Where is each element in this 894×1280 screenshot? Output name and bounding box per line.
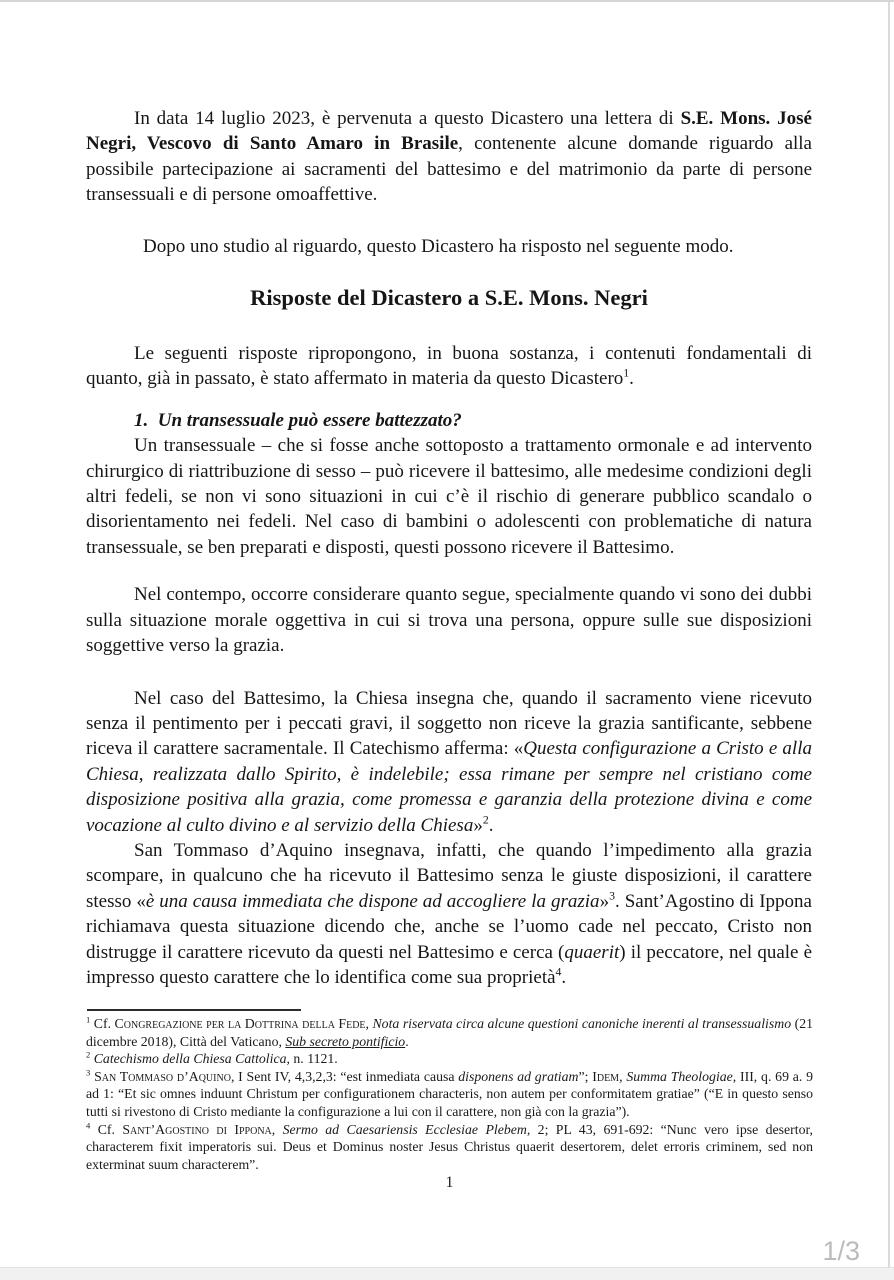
text-segment: San Tommaso d’Aquino insegnava, infatti, che quando l’impedimento alla grazia scompare, in qualcuno che ha ricevuto il Battesimo senza le giuste disposizioni, il carattere stesso « <box>86 839 812 912</box>
text-segment: Le seguenti risposte ripropongono, in buona sostanza, i contenuti fondamentali di quanto, già in passato, è stato affermato in materia da questo Dicastero <box>86 343 812 390</box>
text-segment: . Sant’Agostino di Ippona richiamava questa situazione dicendo che, anche se l’uomo cade nel peccato, Cristo non distrugge il carattere ricevuto da questi nel Battesimo e cerca ( <box>86 890 812 963</box>
text-segment: , n. 1121. <box>286 1051 338 1067</box>
footnote-marker: 1 <box>86 1014 91 1025</box>
footnote <box>86 1068 813 1121</box>
viewer-page-indicator: 1/3 <box>822 1236 860 1266</box>
page-right-edge <box>888 2 890 1267</box>
text-segment: . <box>488 814 494 836</box>
text-segment: Questa configurazione a Cristo e alla Chiesa, realizzata dallo Spirito, è indelebile; essa rimane per sempre nel cristiano come disposizione positiva alla grazia, come promessa e garanzia della protezione divina e come vocazione al culto divino e al servizio della Chiesa <box>86 738 812 836</box>
text-segment: . <box>405 1033 409 1049</box>
viewer-bottom-bar <box>0 1267 894 1280</box>
text-segment: Idem <box>592 1068 620 1084</box>
text-segment: , contenente alcune domande riguardo alla possibile partecipazione ai sacramenti del battesimo e del matrimonio da parte di persone transessuali e di persone omoaffettive. <box>86 133 812 206</box>
paragraph <box>86 106 812 208</box>
text-segment: 1 <box>623 367 630 381</box>
text-segment: ) il peccatore, nel quale è impresso questo carattere che lo identifica come sua proprietà <box>86 941 812 988</box>
text-segment: , 2; PL 43, 691-692: “Nunc vero ipse desertor, characterem fixit imperatoris sui. Deus et Dominus noster Jesus Christus quaerit desertorem, delet erroris criminem, sed non exterminat suum characterem”. <box>86 1121 813 1172</box>
text-segment: Dopo uno studio al riguardo, questo Dicastero ha risposto nel seguente modo. <box>143 235 734 257</box>
paragraph <box>86 686 812 838</box>
paragraph <box>86 433 812 560</box>
text-segment: , I Sent IV, 4,3,2,3: “est inmediata causa <box>230 1068 459 1084</box>
footnote-separator <box>87 1009 301 1011</box>
text-segment: » <box>599 890 610 912</box>
text-segment: S.E. Mons. José Negri, Vescovo di Santo Amaro in Brasile <box>86 108 812 155</box>
question-heading <box>86 408 812 433</box>
text-segment: San Tommaso d’Aquino <box>94 1068 231 1084</box>
text-segment: Catechismo della Chiesa Cattolica <box>93 1051 287 1067</box>
paragraph <box>86 582 812 658</box>
footnote <box>86 1050 813 1068</box>
paragraph <box>86 341 812 392</box>
text-segment: , <box>619 1068 627 1084</box>
text-segment: . <box>561 966 567 988</box>
footnote <box>86 1015 813 1050</box>
text-segment: , III, q. 69 a. 9 ad 1: “Et sic omnes induunt Christum per configurationem characteris, non autem per conformitatem gratiae” (“E in questo senso tutti si rivestono di Cristo mediante la configurazione a lui con il carattere, non già con la grazia”). <box>86 1068 814 1119</box>
footnote-marker: 3 <box>86 1067 91 1078</box>
text-segment: è una causa immediata che dispone ad accogliere la grazia <box>145 890 600 912</box>
footnote-marker: 4 <box>86 1119 91 1130</box>
text-segment: , <box>271 1121 283 1137</box>
text-segment: Summa Theologiae <box>626 1068 733 1084</box>
footnotes <box>86 1015 813 1173</box>
text-segment: Un transessuale – che si fosse anche sottoposto a trattamento ormonale e ad intervento chirurgico di riattribuzione di sesso – può ricevere il battesimo, alle medesime condizioni degli altri fedeli, se non vi sono situazioni in cui c’è il rischio di generare pubblico scandalo o disorientamento nei fedeli. Nel caso di bambini o adolescenti con problematiche di natura transessuale, se ben preparati e disposti, questi possono ricevere il Battesimo. <box>86 435 812 558</box>
text-segment: , <box>365 1016 373 1031</box>
text-segment: Nota riservata circa alcune questioni canoniche inerenti al transessualismo <box>372 1016 792 1031</box>
text-segment: quaerit <box>564 941 620 963</box>
document-title <box>86 283 812 313</box>
text-segment: 3 <box>609 889 615 903</box>
text-segment: 2 <box>482 813 489 827</box>
text-segment: Cf. <box>93 1016 115 1031</box>
text-segment: . <box>629 368 634 390</box>
footnote-marker: 2 <box>86 1049 91 1060</box>
text-segment: (21 dicembre 2018), Città del Vaticano, <box>86 1016 813 1049</box>
footnote <box>86 1121 813 1174</box>
text-segment: Sermo ad Caesariensis Ecclesiae Plebem <box>282 1121 527 1137</box>
text-segment: Cf. <box>97 1121 123 1137</box>
text-segment: Congregazione per la Dottrina della Fede <box>114 1016 366 1031</box>
text-segment: Sant’Agostino di Ippona <box>122 1121 272 1137</box>
text-segment: disponens ad gratiam <box>458 1068 579 1084</box>
text-segment: ”; <box>578 1068 593 1084</box>
text-segment: Sub secreto pontificio <box>285 1033 406 1049</box>
text-segment: 4 <box>555 965 562 979</box>
document-text <box>86 106 812 990</box>
text-segment: Risposte del Dicastero a S.E. Mons. Negri <box>250 285 648 311</box>
paragraph <box>86 838 812 990</box>
text-segment: 1. Un transessuale può essere battezzato? <box>134 409 462 431</box>
text-segment: Nel caso del Battesimo, la Chiesa insegna che, quando il sacramento viene ricevuto senza il pentimento per i peccati gravi, il soggetto non riceve la grazia santificante, sebbene riceva il carattere sacramentale. Il Catechismo afferma: « <box>86 687 812 760</box>
text-segment: Nel contempo, occorre considerare quanto segue, specialmente quando vi sono dei dubbi sulla situazione morale oggettiva in cui si trova una persona, oppure sulle sue disposizioni soggettive verso la grazia. <box>86 584 812 657</box>
text-segment: In data 14 luglio 2023, è pervenuta a questo Dicastero una lettera di <box>134 108 681 129</box>
paragraph <box>86 234 812 259</box>
text-segment: » <box>473 814 483 836</box>
page-number: 1 <box>445 1174 454 1191</box>
